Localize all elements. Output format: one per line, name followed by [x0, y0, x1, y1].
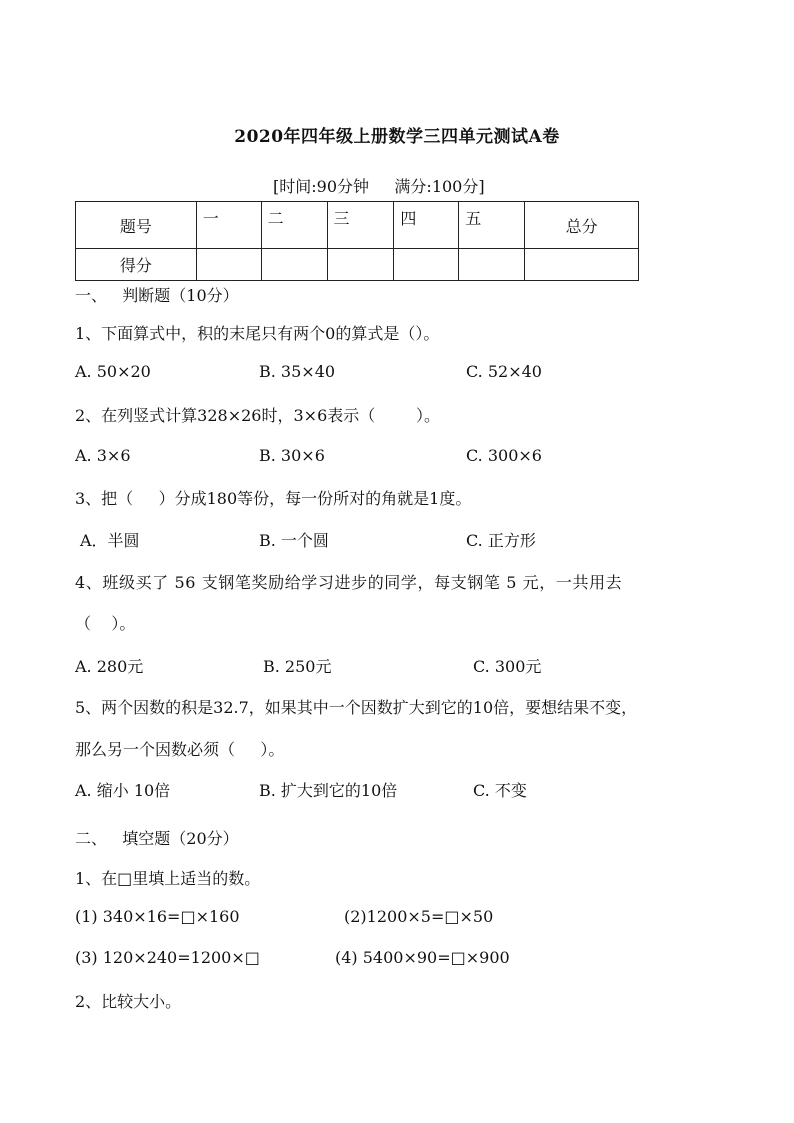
score-cell-total[interactable] [525, 249, 639, 281]
score-cell-2[interactable] [261, 249, 327, 281]
q2-option-a: A. 3×6 [75, 446, 131, 465]
q1-option-a: A. 50×20 [75, 362, 151, 381]
fill-question-1: 1、在□里填上适当的数。 [75, 869, 261, 888]
question-2: 2、在列竖式计算328×26时，3×6表示（ ）。 [75, 406, 440, 425]
score-row-label: 得分 [76, 249, 197, 281]
header-cell-1: 一 [196, 202, 261, 249]
question-1: 1、下面算式中，积的末尾只有两个0的算式是（）。 [75, 324, 440, 343]
score-cell-4[interactable] [394, 249, 459, 281]
score-table-score-row [76, 249, 639, 281]
question-4-line2: （ ）。 [75, 614, 136, 633]
q1-option-b: B. 35×40 [259, 362, 336, 381]
section2-heading: 二、 填空题（20分） [75, 829, 239, 848]
header-cell-number: 题号 [76, 202, 197, 249]
question-5-line2: 那么另一个因数必须（ ）。 [75, 740, 285, 759]
score-cell-5[interactable] [459, 249, 525, 281]
score-cell-1[interactable] [196, 249, 261, 281]
question-4-line1: 4、班级买了 56 支钢笔奖励给学习进步的同学，每支钢笔 5 元，一共用去 [75, 573, 623, 592]
q3-option-a: A．半圆 [80, 531, 140, 550]
q4-option-c: C. 300元 [473, 657, 542, 676]
score-table [75, 201, 639, 281]
header-cell-3: 三 [327, 202, 394, 249]
q5-option-c: C. 不变 [473, 781, 527, 800]
header-cell-4: 四 [394, 202, 459, 249]
score-cell-3[interactable] [327, 249, 394, 281]
header-cell-5: 五 [459, 202, 525, 249]
page-title: 2020年四年级上册数学三四单元测试A卷 [234, 127, 560, 147]
header-cell-2: 二 [261, 202, 327, 249]
q3-option-b: B. 一个圆 [259, 531, 329, 550]
q3-option-c: C. 正方形 [466, 531, 536, 550]
q5-option-a: A. 缩小 10倍 [75, 781, 171, 800]
question-3: 3、把（ ）分成180等份，每一份所对的角就是1度。 [75, 489, 472, 508]
header-cell-total: 总分 [525, 202, 639, 249]
question-5-line1: 5、两个因数的积是32.7，如果其中一个因数扩大到它的10倍，要想结果不变， [75, 698, 638, 717]
q2-option-b: B. 30×6 [259, 446, 325, 465]
fill-item-4: (4) 5400×90=□×900 [335, 948, 510, 967]
q5-option-b: B. 扩大到它的10倍 [259, 781, 398, 800]
q2-option-c: C. 300×6 [466, 446, 542, 465]
fill-item-1: (1) 340×16=□×160 [75, 907, 240, 926]
q4-option-b: B. 250元 [263, 657, 332, 676]
fill-item-2: (2)1200×5=□×50 [344, 907, 494, 926]
fill-question-2: 2、比较大小。 [75, 992, 182, 1011]
q1-option-c: C. 52×40 [466, 362, 542, 381]
fill-item-3: (3) 120×240=1200×□ [75, 948, 260, 967]
section1-heading: 一、 判断题（10分） [75, 286, 239, 305]
time-score-info: [时间:90分钟 满分:100分] [273, 177, 485, 196]
score-table-header-row [76, 202, 639, 249]
q4-option-a: A. 280元 [75, 657, 144, 676]
